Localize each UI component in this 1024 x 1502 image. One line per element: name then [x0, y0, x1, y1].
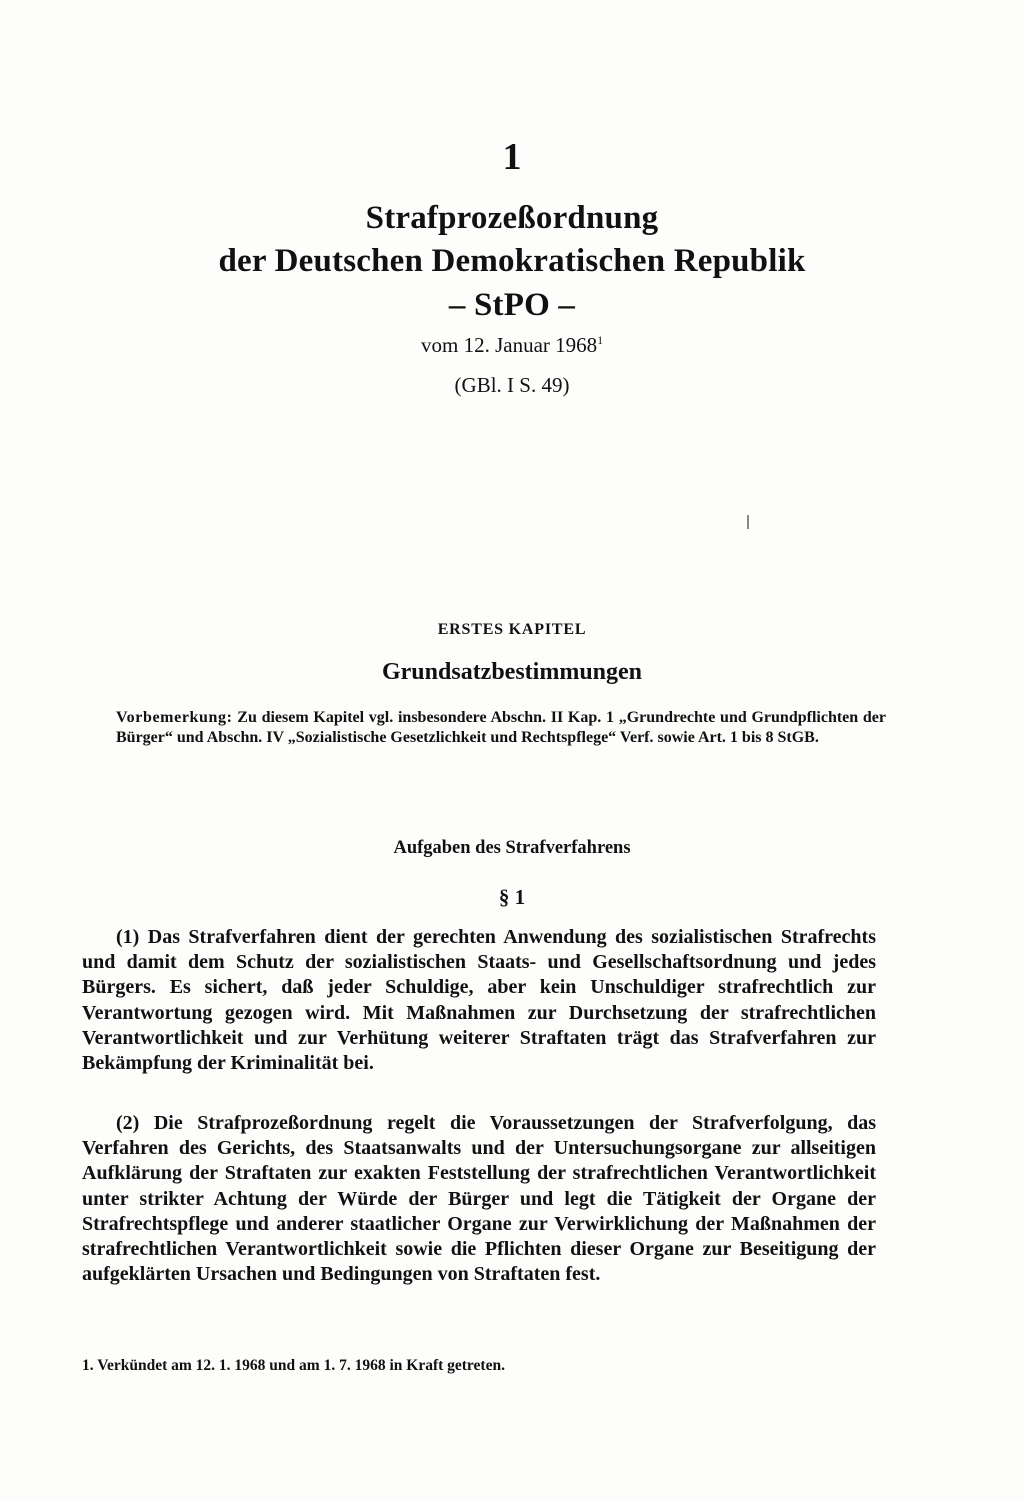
- footnote-reference: 1: [597, 335, 603, 347]
- enactment-date: [0, 333, 1024, 358]
- gazette-reference: (GBl. I S. 49): [454, 373, 570, 397]
- scan-mark: [747, 515, 749, 529]
- law-abbreviation: – StPO –: [448, 287, 576, 323]
- preliminary-note: [116, 708, 886, 748]
- enactment-date-text: vom 12. Januar 1968: [421, 333, 598, 357]
- preliminary-note-label: Vorbemerkung:: [116, 709, 233, 726]
- chapter-label: ERSTES KAPITEL: [437, 621, 587, 638]
- footnote: 1. Verkündet am 12. 1. 1968 und am 1. 7. 1968 in Kraft getreten.: [82, 1357, 505, 1374]
- paragraph-2: (2) Die Strafprozeßordnung regelt die Voraussetzungen der Strafverfolgung, das Verfahren des Gerichts, des Staatsanwalts und der Untersuchungsorgane zur allseitigen Aufklärung der Straftaten zur exakten Feststellung der strafrechtlichen Verantwortlichkeit unter strikter Achtung der Würde der Bürger und legt die Tätigkeit der Organe der Strafrechtspflege und anderer staatlicher Organe zur Verwirklichung der Maßnahmen der strafrechtlichen Verantwortlichkeit sowie die Pflichten dieser Organe zur Beseitigung der aufgeklärten Ursachen und Bedingungen von Straftaten fest.: [82, 1112, 876, 1286]
- paragraph-1: (1) Das Strafverfahren dient der gerechten Anwendung des sozialistischen Strafrechts und damit dem Schutz der sozialistischen Staats- und Gesellschaftsordnung und jedes Bürgers. Es sichert, daß jeder Schuldige, aber kein Unschuldiger strafrechtlich zur Verantwortung gezogen wird. Mit Maßnahmen zur Durchsetzung der strafrechtlichen Verantwortlichkeit und zur Verhütung weiterer Straftaten trägt das Strafverfahren zur Bekämpfung der Kriminalität bei.: [82, 926, 876, 1075]
- preliminary-note-text: Zu diesem Kapitel vgl. insbesondere Abschn. II Kap. 1 „Grundrechte und Grundpflichten der Bürger“ und Abschn. IV „Sozialistische Gesetzlichkeit und Rechtspflege“ Verf. sowie Art. 1 bis 8 StGB.: [116, 709, 887, 746]
- paragraph-sign: § 1: [498, 885, 526, 909]
- section-title: Aufgaben des Strafverfahrens: [393, 838, 631, 858]
- law-title-line-1: Strafprozeßordnung: [365, 200, 659, 236]
- law-title-line-2: der Deutschen Demokratischen Republik: [218, 243, 806, 279]
- chapter-title: Grundsatzbestimmungen: [381, 659, 643, 685]
- chapter-number: 1: [502, 136, 522, 178]
